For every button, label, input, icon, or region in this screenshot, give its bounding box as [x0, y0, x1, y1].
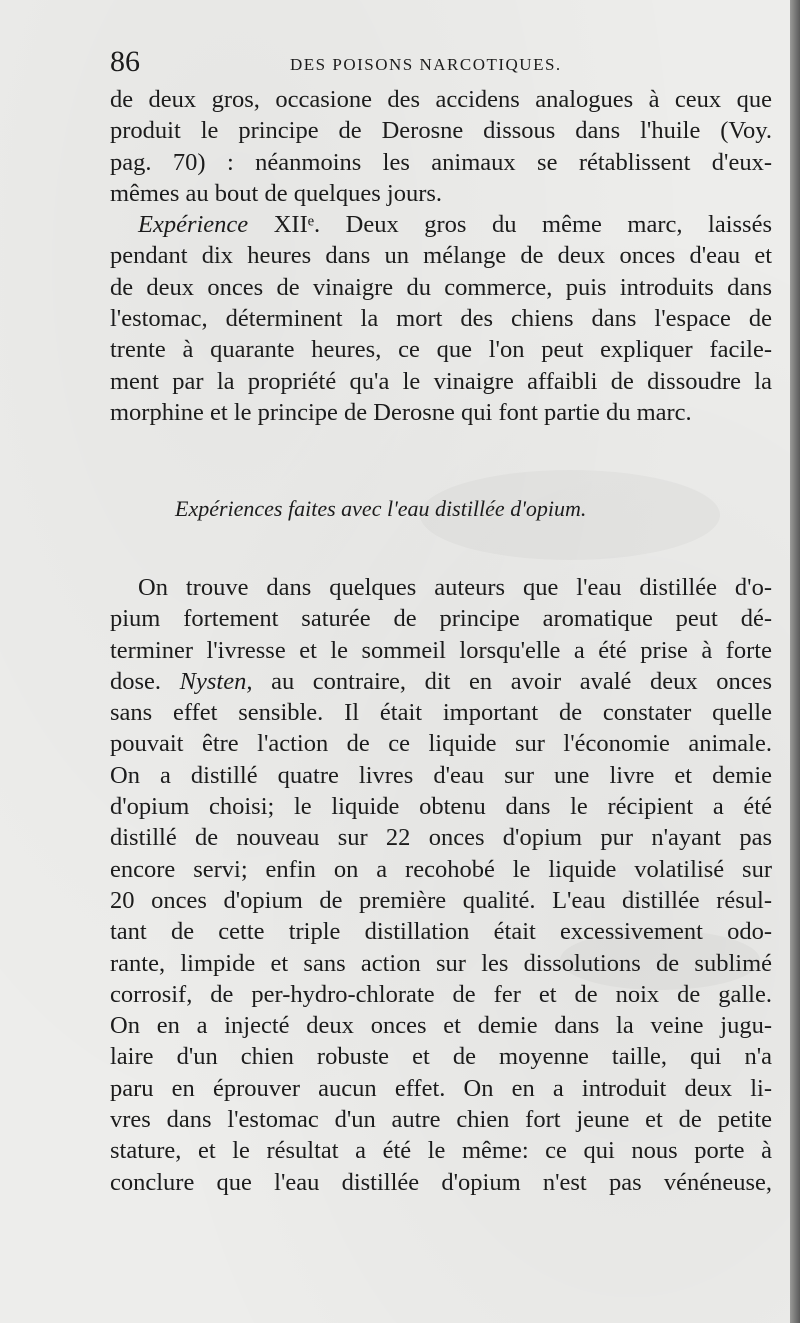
- experience-number: XIIᵉ.: [273, 211, 321, 239]
- running-head: [110, 44, 770, 80]
- text-line: corrosif, de per-hydro-chlorate de fer et de noix de galle.: [110, 980, 772, 1008]
- text-line: l'estomac, déterminent la mort des chiens dans l'espace de: [110, 305, 772, 333]
- text-line: laire d'un chien robuste et de moyenne taille, qui n'a: [110, 1043, 772, 1071]
- page-edge-shadow: [790, 0, 800, 1323]
- text-line: trente à quarante heures, ce que l'on peut expliquer facile-: [110, 336, 772, 364]
- text-line: de deux onces de vinaigre du commerce, puis introduits dans: [110, 273, 772, 301]
- text-block-bottom: [110, 572, 772, 1198]
- text-line: ment par la propriété qu'a le vinaigre affaibli de dissoudre la: [110, 367, 772, 395]
- text-line: pouvait être l'action de ce liquide sur l'économie animale.: [110, 730, 772, 758]
- page-number: 86: [110, 45, 140, 78]
- text-line: On en a injecté deux onces et demie dans la veine jugu-: [110, 1012, 772, 1040]
- text-line: produit le principe de Derosne dissous dans l'huile (Voy.: [110, 117, 772, 145]
- text-line: distillé de nouveau sur 22 onces d'opium pur n'ayant pas: [110, 824, 772, 852]
- text-line: d'opium choisi; le liquide obtenu dans le récipient a été: [110, 793, 772, 821]
- text-line: On trouve dans quelques auteurs que l'eau distillée d'o-: [138, 574, 772, 601]
- text-line: mêmes au bout de quelques jours.: [110, 179, 443, 207]
- text-line: 20 onces d'opium de première qualité. L'eau distillée résul-: [110, 886, 772, 914]
- experience-line: [110, 209, 772, 240]
- text-line: pium fortement saturée de principe aromatique peut dé-: [110, 605, 772, 633]
- text-line: rante, limpide et sans action sur les dissolutions de sublimé: [110, 949, 772, 977]
- text-block-top: [110, 84, 772, 428]
- text-line: sans effet sensible. Il était important de constater quelle: [110, 699, 772, 727]
- experience-label: Expérience: [138, 211, 249, 239]
- nysten-line: [110, 666, 772, 697]
- text-line: pendant dix heures dans un mélange de deux onces d'eau et: [110, 242, 772, 270]
- running-title: DES POISONS NARCOTIQUES.: [290, 55, 562, 74]
- text-line: pag. 70) : néanmoins les animaux se rétablissent d'eux-: [110, 148, 772, 176]
- text-line: morphine et le principe de Derosne qui font partie du marc.: [110, 398, 692, 426]
- text-fragment: dose.: [110, 667, 162, 695]
- text-line: stature, et le résultat a été le même: ce qui nous porte à: [110, 1137, 772, 1165]
- text-line: encore servi; enfin on a recohobé le liquide volatilisé sur: [110, 855, 772, 883]
- text-line: On a distillé quatre livres d'eau sur une livre et demie: [110, 761, 772, 789]
- text-line: de deux gros, occasione des accidens analogues à ceux que: [110, 86, 772, 113]
- text-line: paru en éprouver aucun effet. On en a introduit deux li-: [110, 1074, 772, 1102]
- text-line: terminer l'ivresse et le sommeil lorsqu'elle a été prise à forte: [110, 636, 772, 664]
- text-line: tant de cette triple distillation était excessivement odo-: [110, 918, 772, 946]
- section-heading: Expériences faites avec l'eau distillée d'opium.: [175, 496, 587, 521]
- text-fragment: Deux gros du même marc, laissés: [345, 211, 772, 239]
- author-name: Nysten,: [179, 667, 253, 695]
- text-fragment: au contraire, dit en avoir avalé deux onces: [271, 667, 773, 695]
- text-line: vres dans l'estomac d'un autre chien fort jeune et de petite: [110, 1106, 772, 1134]
- text-line: conclure que l'eau distillée d'opium n'est pas vénéneuse,: [110, 1168, 772, 1196]
